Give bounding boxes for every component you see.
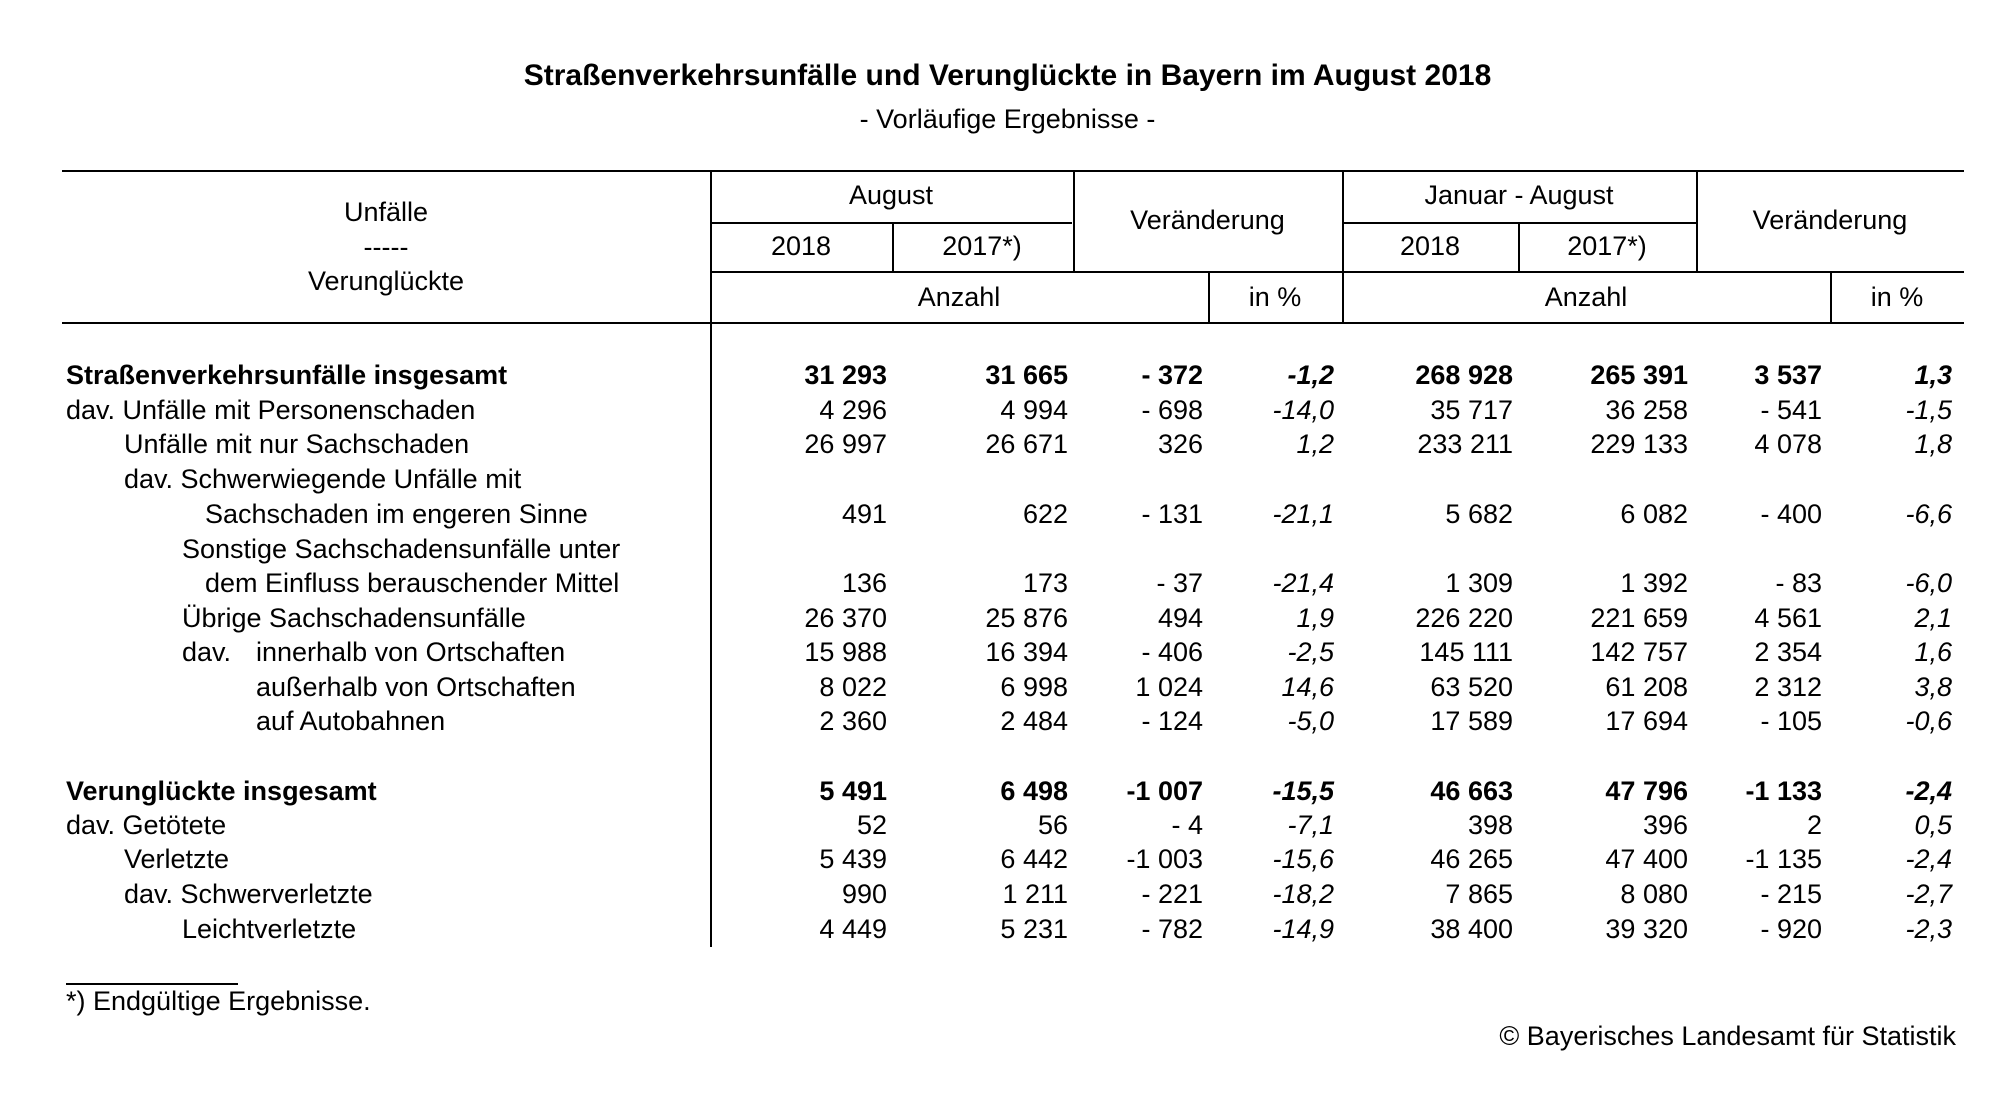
row-label: Leichtverletzte (182, 914, 357, 944)
value-aug-change-pct: 14,6 (1281, 672, 1334, 702)
table-row (0, 601, 2015, 636)
value-aug-change-pct: -14,9 (1272, 914, 1334, 944)
header-august-2018: 2018 (770, 231, 832, 261)
value-janaug-change-pct: 2,1 (1914, 603, 1952, 633)
value-janaug-2017: 47 400 (1605, 844, 1688, 874)
value-aug-change-abs: - 4 (1171, 810, 1203, 840)
value-aug-2018: 5 491 (819, 776, 887, 806)
value-aug-change-abs: 326 (1157, 429, 1203, 459)
value-janaug-change-abs: 4 561 (1754, 603, 1822, 633)
row-label: Verunglückte insgesamt (66, 776, 377, 806)
header-august-change: Veränderung (1130, 205, 1285, 235)
value-aug-2017: 56 (1037, 810, 1068, 840)
value-aug-change-pct: -21,1 (1272, 499, 1334, 529)
header-august-count-unit: Anzahl (917, 282, 1001, 312)
header-jan-aug-count-unit: Anzahl (1544, 282, 1628, 312)
value-aug-2017: 173 (1022, 568, 1068, 598)
value-janaug-2017: 36 258 (1605, 395, 1688, 425)
value-janaug-2018: 35 717 (1430, 395, 1513, 425)
table-row (0, 912, 2015, 947)
value-janaug-change-abs: 4 078 (1754, 429, 1822, 459)
value-janaug-change-pct: 0,5 (1914, 810, 1952, 840)
header-row-label-bottom: Verunglückte (307, 266, 465, 296)
value-janaug-change-pct: 1,8 (1914, 429, 1952, 459)
value-janaug-change-pct: -2,3 (1905, 914, 1952, 944)
table-row (0, 808, 2015, 843)
value-janaug-2018: 38 400 (1430, 914, 1513, 944)
row-label: dav. Schwerwiegende Unfälle mit (124, 464, 522, 494)
row-label: Übrige Sachschadensunfälle (182, 603, 526, 633)
value-aug-change-abs: - 372 (1141, 360, 1203, 390)
value-aug-change-abs: 494 (1157, 603, 1203, 633)
value-janaug-2018: 398 (1467, 810, 1513, 840)
value-janaug-2017: 265 391 (1590, 360, 1688, 390)
value-aug-2017: 5 231 (1000, 914, 1068, 944)
row-label: dav. Schwerverletzte (124, 879, 373, 909)
value-janaug-change-pct: 1,3 (1914, 360, 1952, 390)
value-aug-change-pct: 1,9 (1296, 603, 1334, 633)
value-aug-2017: 622 (1022, 499, 1068, 529)
value-aug-change-pct: -15,6 (1272, 844, 1334, 874)
value-aug-2017: 2 484 (1000, 706, 1068, 736)
table-top-rule (62, 170, 1964, 172)
value-aug-2018: 4 296 (819, 395, 887, 425)
value-aug-change-abs: - 131 (1141, 499, 1203, 529)
value-aug-2018: 4 449 (819, 914, 887, 944)
value-aug-change-pct: -21,4 (1272, 568, 1334, 598)
value-janaug-2017: 229 133 (1590, 429, 1688, 459)
value-aug-change-abs: - 698 (1141, 395, 1203, 425)
value-aug-change-pct: -5,0 (1287, 706, 1334, 736)
value-janaug-change-abs: 2 312 (1754, 672, 1822, 702)
value-janaug-2018: 63 520 (1430, 672, 1513, 702)
value-janaug-2018: 233 211 (1417, 429, 1513, 459)
row-label: außerhalb von Ortschaften (256, 672, 576, 702)
row-label: Straßenverkehrsunfälle insgesamt (66, 360, 508, 390)
value-aug-2017: 26 671 (985, 429, 1068, 459)
value-aug-change-abs: - 406 (1141, 637, 1203, 667)
row-label: dav. Getötete (66, 810, 227, 840)
value-janaug-2017: 47 796 (1605, 776, 1688, 806)
value-aug-2018: 26 370 (804, 603, 887, 633)
value-janaug-change-pct: -1,5 (1905, 395, 1952, 425)
value-janaug-2017: 142 757 (1590, 637, 1688, 667)
value-aug-2018: 31 293 (804, 360, 887, 390)
value-aug-2018: 15 988 (804, 637, 887, 667)
value-janaug-2018: 145 111 (1419, 637, 1513, 667)
value-janaug-2018: 7 865 (1445, 879, 1513, 909)
row-label: dem Einfluss berauschender Mittel (205, 568, 620, 598)
table-row (0, 774, 2015, 809)
table-row (0, 462, 2015, 497)
value-aug-change-abs: - 37 (1156, 568, 1203, 598)
copyright: © Bayerisches Landesamt für Statistik (1499, 1021, 1956, 1051)
value-janaug-change-abs: -1 135 (1745, 844, 1822, 874)
header-jan-aug-2018: 2018 (1399, 231, 1461, 261)
table-row (0, 635, 2015, 670)
value-janaug-change-abs: 2 354 (1754, 637, 1822, 667)
value-janaug-2017: 396 (1642, 810, 1688, 840)
value-aug-change-abs: - 782 (1141, 914, 1203, 944)
row-label: Verletzte (124, 844, 230, 874)
header-group-august: August (848, 180, 934, 210)
header-row-label-separator: ----- (363, 232, 409, 262)
value-janaug-change-abs: - 400 (1760, 499, 1822, 529)
value-aug-2018: 8 022 (819, 672, 887, 702)
table-row (0, 670, 2015, 705)
row-label: auf Autobahnen (256, 706, 446, 736)
value-aug-change-abs: -1 003 (1126, 844, 1203, 874)
value-janaug-2017: 1 392 (1620, 568, 1688, 598)
value-janaug-2017: 61 208 (1605, 672, 1688, 702)
row-prefix: dav. (182, 637, 232, 667)
value-janaug-change-abs: 3 537 (1754, 360, 1822, 390)
row-label: Unfälle mit nur Sachschaden (124, 429, 470, 459)
value-aug-change-pct: -7,1 (1287, 810, 1334, 840)
value-aug-2017: 6 442 (1000, 844, 1068, 874)
header-jan-aug-2017: 2017*) (1567, 231, 1647, 261)
value-janaug-2018: 268 928 (1415, 360, 1513, 390)
value-aug-2017: 6 498 (1000, 776, 1068, 806)
value-aug-change-abs: 1 024 (1135, 672, 1203, 702)
value-aug-2018: 52 (856, 810, 887, 840)
value-aug-2017: 1 211 (1002, 879, 1068, 909)
value-aug-2018: 990 (841, 879, 887, 909)
value-janaug-2017: 39 320 (1605, 914, 1688, 944)
value-aug-change-pct: -2,5 (1287, 637, 1334, 667)
value-janaug-change-abs: - 83 (1775, 568, 1822, 598)
header-jan-aug-change: Veränderung (1752, 205, 1908, 235)
row-label: Sonstige Sachschadensunfälle unter (182, 534, 621, 564)
value-janaug-2017: 17 694 (1605, 706, 1688, 736)
header-jan-aug-pct-unit: in % (1870, 282, 1924, 312)
table-row (0, 393, 2015, 428)
header-group-jan-aug: Januar - August (1424, 180, 1614, 210)
value-aug-2017: 4 994 (1000, 395, 1068, 425)
value-janaug-2017: 8 080 (1620, 879, 1688, 909)
value-aug-change-abs: -1 007 (1126, 776, 1203, 806)
value-janaug-change-pct: -6,6 (1905, 499, 1952, 529)
footnote: *) Endgültige Ergebnisse. (66, 986, 371, 1016)
header-bottom-rule (62, 322, 1964, 324)
value-janaug-change-pct: -6,0 (1905, 568, 1952, 598)
value-janaug-2018: 17 589 (1430, 706, 1513, 736)
header-august-2017: 2017*) (942, 231, 1022, 261)
table-row (0, 532, 2015, 567)
value-aug-2017: 6 998 (1000, 672, 1068, 702)
table-row (0, 358, 2015, 393)
value-janaug-change-abs: - 920 (1760, 914, 1822, 944)
header-rule-groups (710, 222, 1072, 224)
value-janaug-2018: 1 309 (1445, 568, 1513, 598)
value-aug-change-pct: -1,2 (1287, 360, 1334, 390)
value-janaug-2017: 221 659 (1590, 603, 1688, 633)
value-janaug-change-pct: -2,7 (1905, 879, 1952, 909)
header-august-pct-unit: in % (1248, 282, 1302, 312)
row-label: dav. Unfälle mit Personenschaden (66, 395, 476, 425)
value-janaug-2018: 46 663 (1430, 776, 1513, 806)
value-aug-change-pct: -15,5 (1272, 776, 1334, 806)
header-rule-years (710, 271, 1964, 273)
value-janaug-2018: 5 682 (1445, 499, 1513, 529)
table-row (0, 877, 2015, 912)
value-aug-2018: 491 (841, 499, 887, 529)
value-janaug-change-pct: -2,4 (1905, 776, 1952, 806)
value-aug-2017: 25 876 (985, 603, 1068, 633)
row-label: innerhalb von Ortschaften (256, 637, 566, 667)
value-aug-2018: 5 439 (819, 844, 887, 874)
value-janaug-change-pct: -0,6 (1905, 706, 1952, 736)
value-janaug-2018: 46 265 (1430, 844, 1513, 874)
value-janaug-change-pct: -2,4 (1905, 844, 1952, 874)
value-janaug-change-pct: 1,6 (1914, 637, 1952, 667)
value-aug-change-abs: - 124 (1141, 706, 1203, 736)
table-row (0, 704, 2015, 739)
value-aug-2018: 2 360 (819, 706, 887, 736)
header-row-label-top: Unfälle (343, 197, 429, 227)
row-label: Sachschaden im engeren Sinne (205, 499, 588, 529)
value-janaug-2017: 6 082 (1620, 499, 1688, 529)
value-aug-change-pct: -14,0 (1272, 395, 1334, 425)
table-row (0, 566, 2015, 601)
table-row (0, 427, 2015, 462)
value-aug-change-pct: 1,2 (1296, 429, 1334, 459)
value-janaug-change-pct: 3,8 (1914, 672, 1952, 702)
table-row (0, 497, 2015, 532)
page-subtitle: - Vorläufige Ergebnisse - (859, 104, 1156, 134)
value-aug-2018: 26 997 (804, 429, 887, 459)
value-janaug-change-abs: - 541 (1760, 395, 1822, 425)
value-aug-2017: 16 394 (985, 637, 1068, 667)
value-janaug-change-abs: -1 133 (1745, 776, 1822, 806)
value-aug-change-pct: -18,2 (1272, 879, 1334, 909)
value-aug-change-abs: - 221 (1141, 879, 1203, 909)
value-janaug-change-abs: - 105 (1760, 706, 1822, 736)
table-row (0, 842, 2015, 877)
value-janaug-2018: 226 220 (1415, 603, 1513, 633)
page-title: Straßenverkehrsunfälle und Verunglückte in Bayern im August 2018 (523, 59, 1492, 92)
value-aug-2018: 136 (841, 568, 887, 598)
value-janaug-change-abs: - 215 (1760, 879, 1822, 909)
value-janaug-change-abs: 2 (1806, 810, 1822, 840)
value-aug-2017: 31 665 (985, 360, 1068, 390)
